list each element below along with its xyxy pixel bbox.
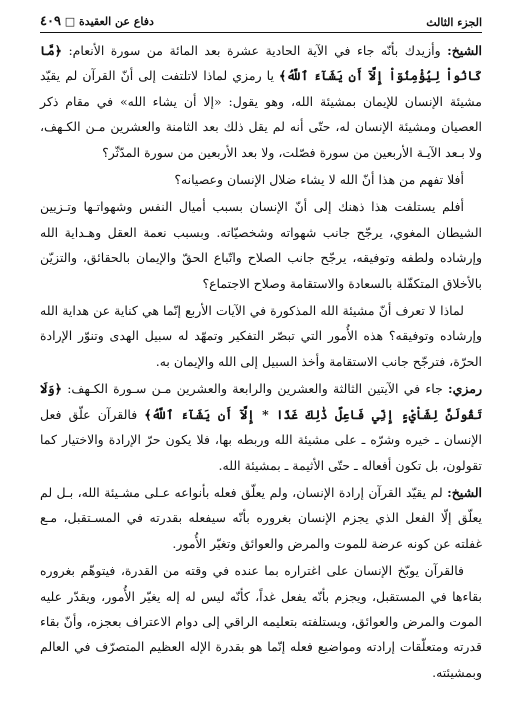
paragraph-text: لم يقيّد القرآن إرادة الإنسان، ولم يعلّق فعله بأنواعه عـلى مشـيئة الله، بـل لم يعلّق إلّا الفعل الذي يجزم الإنسان بغروره بأنّه سيفعله بقدرته في المسـتقبل، مـع غفلته عن كونه عرضة للموت والمرض والعوائق وتغيّر الأُمور.	[40, 484, 482, 551]
paragraph	[40, 376, 482, 478]
paragraph-text: فالقرآن علّق فعل الإنسان ـ خيره وشرّه ـ على مشيئة الله وربطه بها، فلا يكون حرّ الإرادة والاختيار كما تقولون، بل تكون أفعاله ـ حتّى الأثيمة ـ بمشيئة الله.	[40, 406, 482, 473]
paragraph-text: جاء في الآيتين الثالثة والعشرين والرابعة والعشرين مـن سـورة الكـهف:	[61, 381, 448, 397]
speaker-label: الشيخ:	[447, 43, 482, 58]
paragraph-text: فالقرآن يوبّخ الإنسان على اغتراره بما عنده في وقته من القدرة، فيتوهّم بغروره بقاءها في المستقبل، ويجزم بأنّه يفعل غداً، كأنّه ليس له إله يغيّر الأُمور، ويقدّر عليه الموت والمرض والعوائق، ويستلفته بتعليمه الراقي إلى دوام الاعتراف بعجزه، وأنّ بقاء قدرته ومتعلّقات إرادته ومواضيع فعله إنّما هو بقدرة الإله العظيم المتصرّف في العالم وبمشيئته.	[40, 563, 482, 680]
paragraph	[40, 298, 482, 374]
paragraph-text: يا رمزي لماذا لاتلتفت إلى أنّ القرآن لم يقيّد مشيئة الإنسان للإيمان بمشيئة الله، وهو يقول: «إلا أن يشاء الله» في مقام ذكر العصيان ومشيئة الإنسان له، حتّى أنه لم يقل ذلك بعد الثامنة والعشرين مـن الكـهف، ولا بـعد الآيـة الأربعين من سورة فصّلت، ولا بعد الأربعين من سورة المدّثّر؟	[40, 68, 482, 160]
paragraph	[40, 38, 482, 165]
part-title: الجزء الثالث	[426, 16, 482, 29]
paragraph-text: أفلم يستلفت هذا ذهنك إلى أنّ الإنسان بسبب أميال النفس وشهواتـها وتـزيين الشيطان المغوي، يرجّح جانب شهواته وشخصيّاته. وبسبب نعمة العقل وهـداية الله وإرشاده ولطفه وتوفيقه، يرجّح جانب الصلاح واتّباع الحقّ والإيمان بالحقائق، والتزيّن بالأخلاق المتكفّلة بالسعادة والاستقامة وصلاح الاجتماع؟	[40, 199, 482, 291]
page-number: ٤٠٩	[40, 14, 61, 29]
page-body	[40, 38, 482, 685]
paragraph-text: لماذا لا تعرف أنّ مشيئة الله المذكورة في الآيات الأربع إنّما هي كناية عن هداية الله وإرشاده وتوفيقه؟ هذه الأُمور التي تبصّر التفكير وتمهّد له سبيل الهدى وتنوّر الإرادة الحرّة، فترجّح جانب الاستقامة وأخذ السبيل إلى الله والإيمان به.	[40, 303, 482, 369]
header-separator-icon: □	[64, 15, 76, 28]
paragraph	[40, 480, 482, 556]
speaker-label: الشيخ:	[447, 484, 482, 500]
paragraph-text: أفلا تفهم من هذا أنّ الله لا يشاء ضلال الإنسان وعصيانه؟	[174, 172, 464, 188]
book-title: دفاع عن العقيدة	[79, 15, 154, 28]
paragraph	[40, 167, 482, 192]
paragraph	[40, 558, 482, 685]
running-title	[40, 14, 154, 29]
quran-verse: ﴿وَلَا تَقُولَنَّ لِشَاْيْءٍ إِنِّي فَاعِلٌ ذَٰلِكَ غَدًا * إِلَّآ أَن يَشَآءَ ٱللَّهُ﴾	[40, 381, 482, 422]
page-header	[40, 14, 482, 33]
paragraph	[40, 194, 482, 296]
quran-verse: ﴿مَّا كَانُواْ لِيُؤْمِنُوٓاْ إِلَّآ أَن يَشَآءَ ٱللَّهُ﴾	[40, 43, 482, 84]
paragraph-text: وأزيدك بأنّه جاء في الآية الحادية عشرة بعد المائة من سورة الأنعام:	[61, 43, 448, 58]
speaker-label: رمزي:	[447, 381, 482, 397]
